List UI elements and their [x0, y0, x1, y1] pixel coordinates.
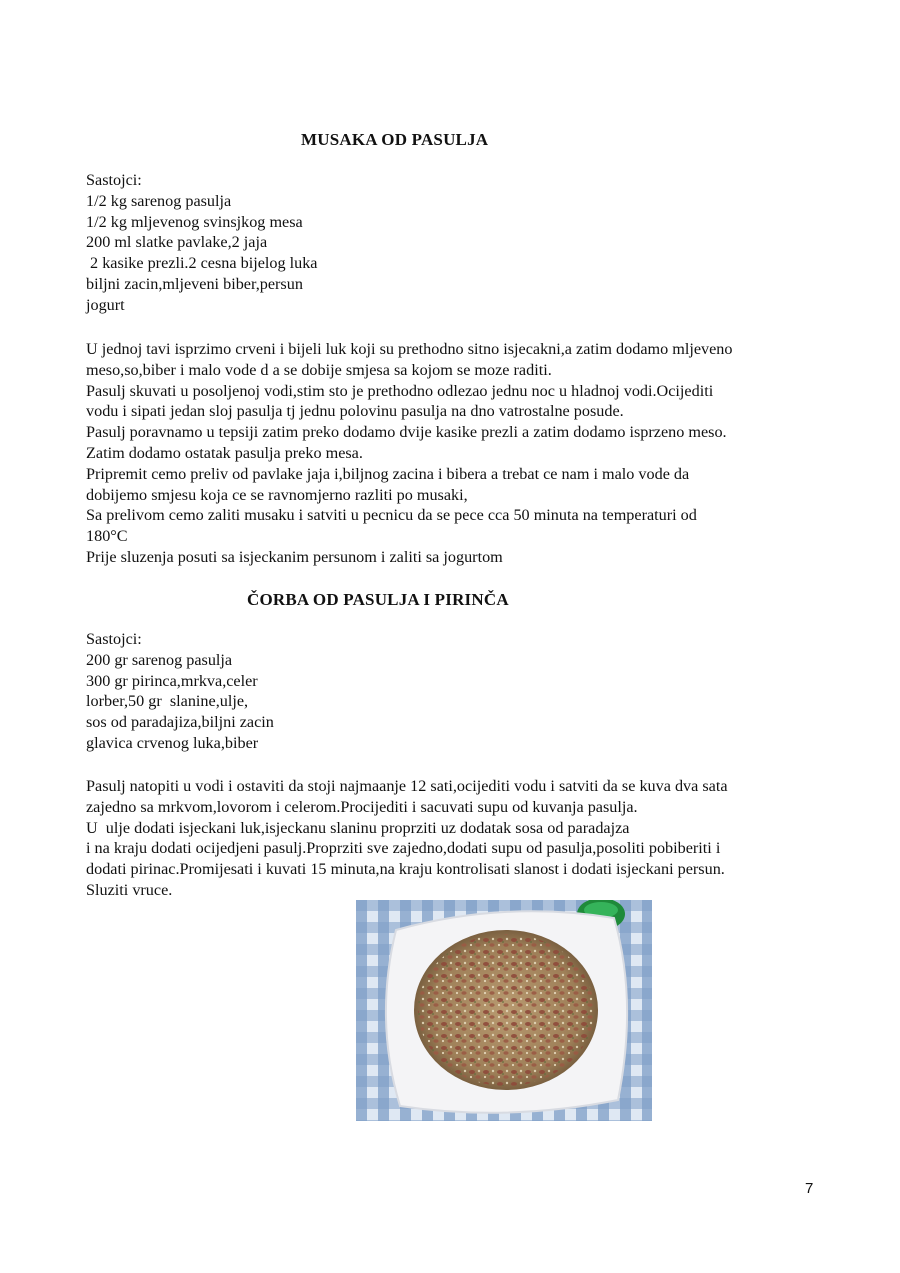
- ingredient-line: 2 kasike prezli.2 cesna bijelog luka: [86, 254, 318, 273]
- instruction-line: Pasulj poravnamo u tepsiji zatim preko dodamo dvije kasike prezli a zatim dodamo isprzeno meso.: [86, 423, 727, 442]
- instruction-line: Sa prelivom cemo zaliti musaku i satviti u pecnicu da se pece cca 50 minuta na temperaturi od: [86, 506, 697, 525]
- instruction-line: dodati pirinac.Promijesati i kuvati 15 minuta,na kraju kontrolisati slanost i dodati isjeckani persun.: [86, 860, 725, 879]
- ingredient-line: biljni zacin,mljeveni biber,persun: [86, 274, 303, 293]
- ingredient-line: sos od paradajiza,biljni zacin: [86, 713, 274, 732]
- instruction-line: U ulje dodati isjeckani luk,isjeckanu slaninu proprziti uz dodatak sosa od paradajza: [86, 818, 630, 837]
- bean-soup-photo: [356, 900, 652, 1121]
- beans-texture: [418, 934, 594, 1086]
- instructions-musaka: [86, 339, 826, 568]
- instruction-line: Pripremit cemo preliv od pavlake jaja i,biljnog zacina i bibera a trebat ce nam i malo vode da: [86, 464, 690, 483]
- ingredient-line: Sastojci:: [86, 171, 142, 189]
- ingredient-line: glavica crvenog luka,biber: [86, 733, 259, 752]
- ingredient-line: 200 ml slatke pavlake,2 jaja: [86, 233, 268, 252]
- instruction-line: i na kraju dodati ocijedjeni pasulj.Proprziti sve zajedno,dodati supu od pasulja,posoliti pobiberiti i: [86, 839, 721, 858]
- ingredient-line: 200 gr sarenog pasulja: [86, 650, 233, 669]
- instruction-line: U jednoj tavi isprzimo crveni i bijeli luk koji su prethodno sitno isjecakni,a zatim dodamo mljeveno: [86, 340, 733, 358]
- recipe-title-corba: ČORBA OD PASULJA I PIRINČA: [247, 590, 509, 609]
- instruction-line: zajedno sa mrkvom,lovorom i celerom.Procijediti i sacuvati supu od kuvanja pasulja.: [86, 797, 638, 816]
- instruction-line: Zatim dodamo ostatak pasulja preko mesa.: [86, 443, 363, 462]
- page-number: 7: [805, 1180, 814, 1197]
- ingredient-line: 300 gr pirinca,mrkva,celer: [86, 671, 258, 690]
- recipe-title-musaka: MUSAKA OD PASULJA: [301, 130, 489, 149]
- instruction-line: Sluziti vruce.: [86, 880, 173, 899]
- instructions-corba: [86, 776, 826, 901]
- instruction-line: meso,so,biber i malo vode d a se dobije smjesa sa kojom se moze raditi.: [86, 360, 552, 379]
- ingredient-line: 1/2 kg sarenog pasulja: [86, 191, 232, 210]
- ingredient-line: lorber,50 gr slanine,ulje,: [86, 692, 249, 711]
- bean-soup-illustration: [356, 900, 652, 1121]
- instruction-line: Prije sluzenja posuti sa isjeckanim persunom i zaliti sa jogurtom: [86, 547, 503, 566]
- instruction-line: vodu i sipati jedan sloj pasulja tj jednu polovinu pasulja na dno vatrostalne posude.: [86, 402, 624, 421]
- ingredient-line: jogurt: [86, 295, 125, 314]
- instruction-line: Pasulj natopiti u vodi i ostaviti da stoji najmaanje 12 sati,ocijediti vodu i satviti da se kuva dva sata: [86, 777, 728, 795]
- instruction-line: Pasulj skuvati u posoljenoj vodi,stim sto je prethodno odlezao jednu noc u hladnoj vodi.Ocijediti: [86, 381, 714, 400]
- ingredients-list-musaka: [86, 170, 826, 316]
- instruction-line: dobijemo smjesu koja ce se ravnomjerno razliti po musaki,: [86, 485, 468, 504]
- ingredient-line: 1/2 kg mljevenog svinsjkog mesa: [86, 212, 303, 231]
- ingredients-list-corba: [86, 629, 826, 754]
- instruction-line: 180°C: [86, 527, 128, 546]
- ingredient-line: Sastojci:: [86, 630, 142, 648]
